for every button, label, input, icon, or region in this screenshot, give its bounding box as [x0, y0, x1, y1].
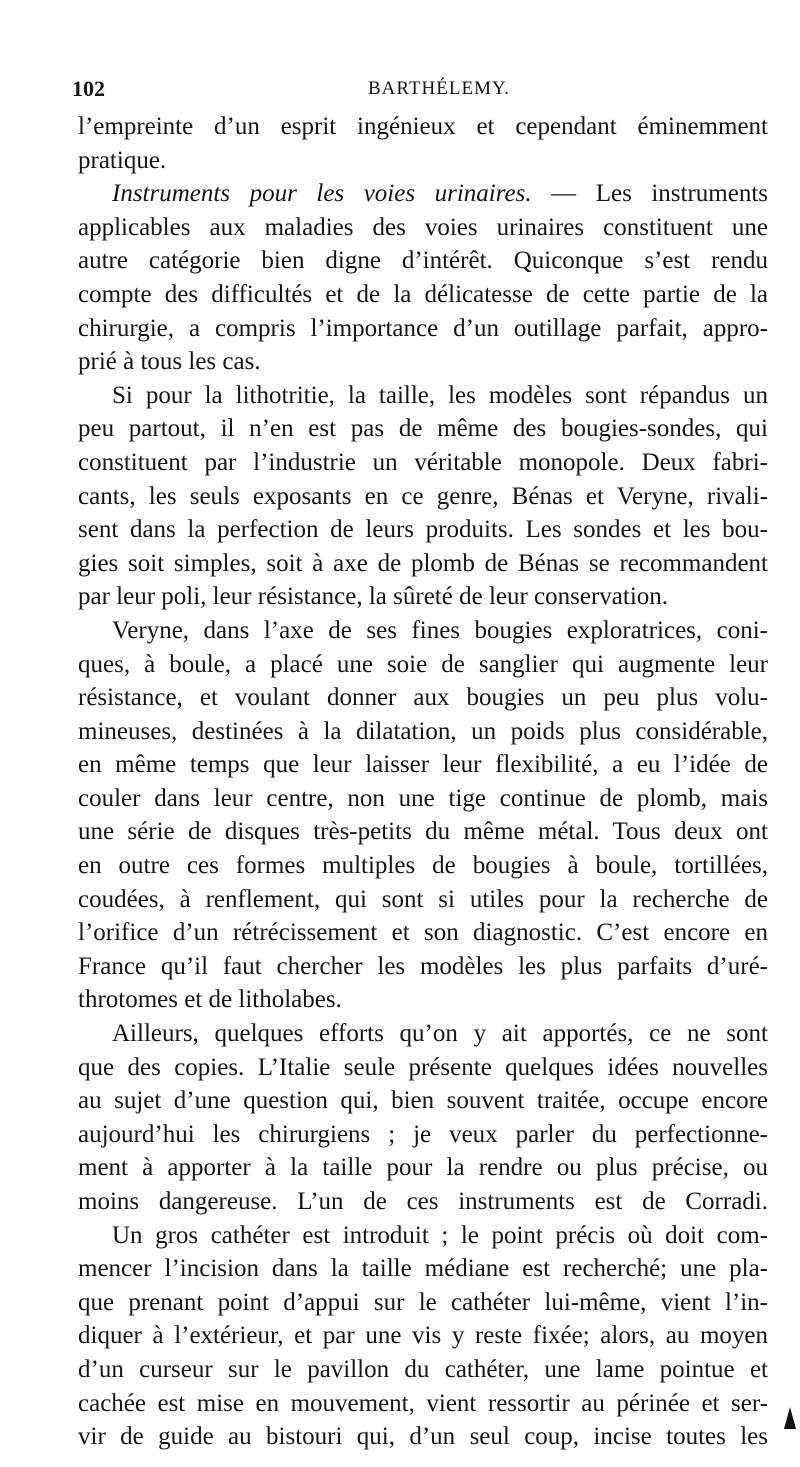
text-line: couler dans leur centre, non une tige continue de plomb, mais: [78, 784, 768, 812]
text-line: que prenant point d’appui sur le cathéter lui-même, vient l’in-: [78, 1288, 768, 1316]
running-title: BARTHÉLEMY.: [368, 78, 510, 99]
text-line: ment à apporter à la taille pour la rendre ou plus précise, ou: [78, 1154, 768, 1182]
text-line: coudées, à renflement, qui sont si utiles pour la recherche de: [78, 885, 768, 913]
text-line: constituent par l’industrie un véritable monopole. Deux fabri-: [78, 448, 768, 476]
text-line: en outre ces formes multiples de bougies à boule, tortillées,: [78, 852, 768, 880]
text-line: mencer l’incision dans la taille médiane est recherché; une pla-: [78, 1255, 768, 1283]
text-line: throtomes et de litholabes.: [78, 986, 342, 1014]
text-line: vir de guide au bistouri qui, d’un seul coup, incise toutes les: [78, 1423, 768, 1451]
text-line: l’orifice d’un rétrécissement et son diagnostic. C’est encore en: [78, 919, 768, 947]
text-line: prié à tous les cas.: [78, 348, 261, 376]
text-line: d’un curseur sur le pavillon du cathéter, une lame pointue et: [78, 1355, 768, 1383]
text-line: cachée est mise en mouvement, vient ressortir au périnée et ser-: [78, 1389, 768, 1417]
text-line: peu partout, il n’en est pas de même des bougies-sondes, qui: [78, 415, 768, 443]
text-line: l’empreinte d’un esprit ingénieux et cependant éminemment: [78, 113, 768, 140]
text-line: aujourd’hui les chirurgiens ; je veux parler du perfectionne-: [78, 1120, 768, 1148]
text-line: Veryne, dans l’axe de ses fines bougies exploratrices, coni-: [112, 616, 768, 644]
text-line: moins dangereuse. L’un de ces instruments est de Corradi.: [78, 1188, 768, 1215]
text-line: chirurgie, a compris l’importance d’un outillage parfait, appro-: [78, 314, 768, 342]
text-line: par leur poli, leur résistance, la sûreté de leur conservation.: [78, 583, 669, 611]
section-heading-line: [78, 177, 768, 211]
text-line: diquer à l’extérieur, et par une vis y reste fixée; alors, au moyen: [78, 1322, 768, 1350]
text-line: au sujet d’une question qui, bien souvent traitée, occupe encore: [78, 1087, 768, 1115]
text-line: mineuses, destinées à la dilatation, un poids plus considérable,: [78, 717, 768, 745]
text-line: que des copies. L’Italie seule présente quelques idées nouvelles: [78, 1053, 768, 1081]
text-line: Si pour la lithotritie, la taille, les modèles sont répandus un: [112, 381, 768, 409]
section-heading: Instruments pour les voies urinaires.: [112, 180, 532, 208]
text-line: résistance, et voulant donner aux bougies un peu plus volu-: [78, 684, 768, 712]
page-number: 102: [72, 76, 105, 101]
body-text: [78, 110, 768, 1454]
text-line: sent dans la perfection de leurs produits. Les sondes et les bou-: [78, 516, 768, 544]
running-head: [72, 76, 772, 106]
text-line: applicables aux maladies des voies urinaires constituent une: [78, 213, 768, 241]
page-corner-mark: [784, 1407, 796, 1429]
text-line: autre catégorie bien digne d’intérêt. Quiconque s’est rendu: [78, 247, 768, 275]
text-line: Ailleurs, quelques efforts qu’on y ait apportés, ce ne sont: [112, 1020, 768, 1048]
text-line: une série de disques très-petits du même métal. Tous deux ont: [78, 818, 768, 846]
text-line: pratique.: [78, 146, 167, 174]
text-line: ques, à boule, a placé une soie de sanglier qui augmente leur: [78, 650, 768, 678]
text-line: — Les instruments: [551, 180, 768, 208]
text-line: cants, les seuls exposants en ce genre, Bénas et Veryne, rivali-: [78, 482, 768, 510]
text-line: en même temps que leur laisser leur flexibilité, a eu l’idée de: [78, 751, 768, 779]
text-line: compte des difficultés et de la délicatesse de cette partie de la: [78, 280, 768, 308]
text-line: Un gros cathéter est introduit ; le point précis où doit com-: [112, 1221, 768, 1249]
text-line: gies soit simples, soit à axe de plomb de Bénas se recommandent: [78, 549, 768, 577]
text-line: France qu’il faut chercher les modèles les plus parfaits d’uré-: [78, 952, 768, 980]
